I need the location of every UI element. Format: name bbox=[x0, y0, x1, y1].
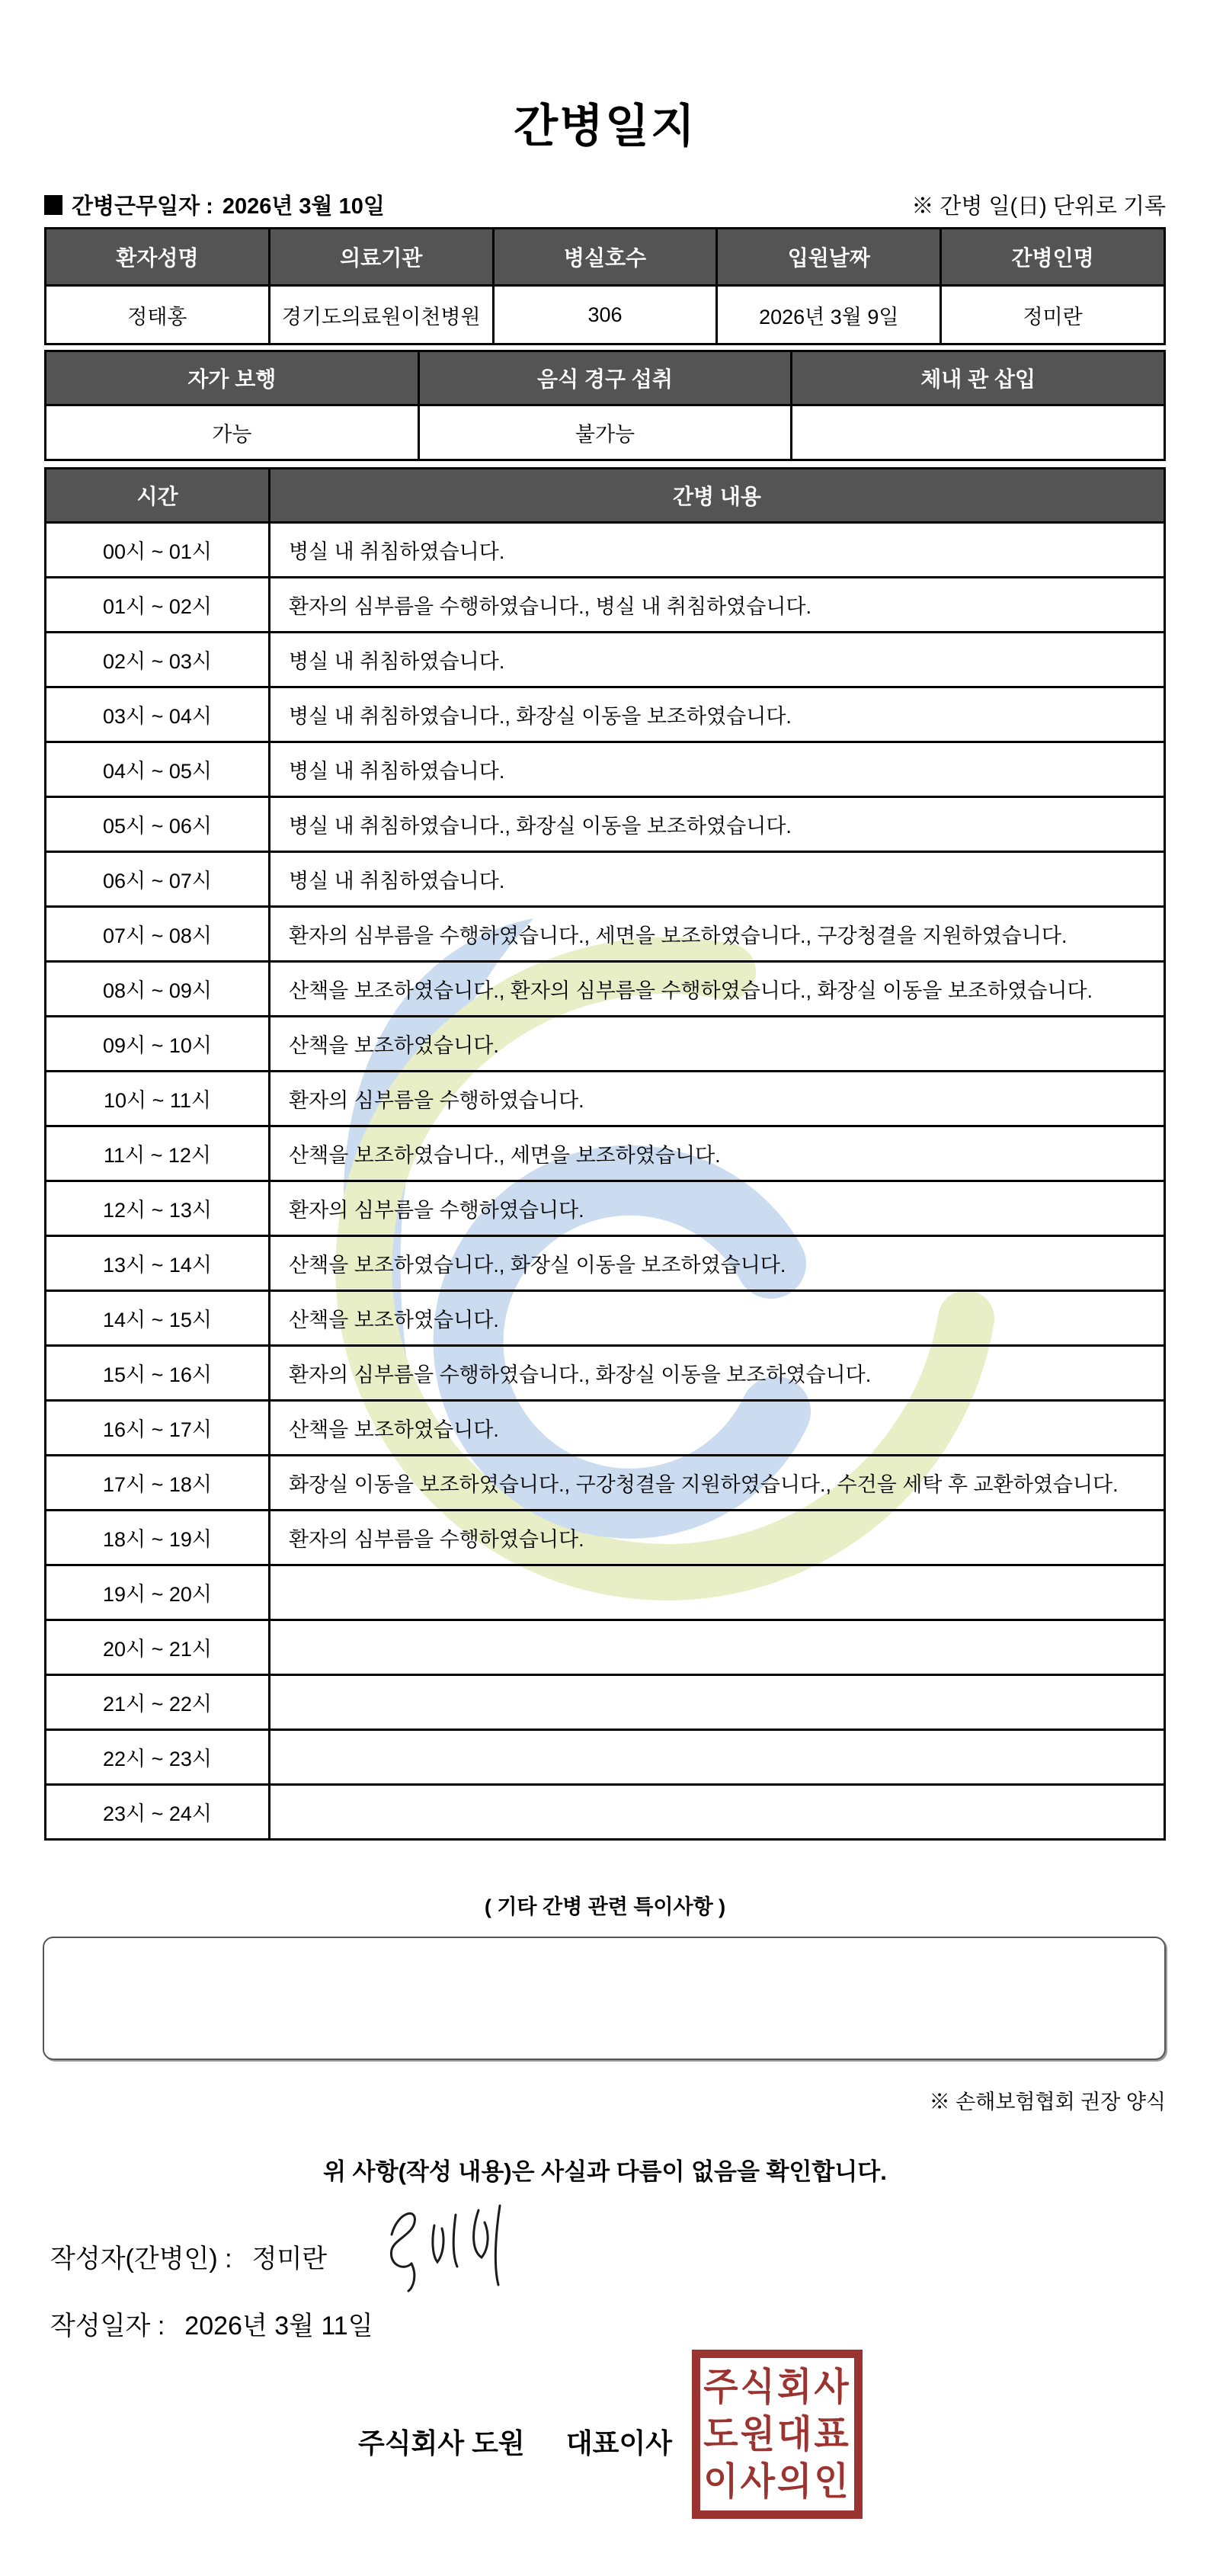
table-row bbox=[46, 1291, 1165, 1346]
patient-info-header-row bbox=[46, 229, 1165, 286]
col-header-oral-intake: 음식 경구 섭취 bbox=[418, 351, 792, 405]
writer-label: 작성자(간병인) : bbox=[50, 2244, 232, 2273]
meta-row bbox=[44, 189, 1166, 220]
medical-institution-value: 경기도의료원이천병원 bbox=[269, 286, 493, 344]
work-date-line bbox=[44, 189, 385, 220]
care-content-cell: 환자의 심부름을 수행하였습니다. bbox=[270, 1181, 1165, 1236]
company-line bbox=[358, 2422, 672, 2461]
table-row bbox=[46, 1675, 1165, 1730]
care-content-cell: 산책을 보조하였습니다. bbox=[270, 1291, 1165, 1346]
caregiver-name-value: 정미란 bbox=[941, 286, 1165, 344]
caregiver-signature bbox=[381, 2203, 522, 2298]
time-cell: 17시 ~ 18시 bbox=[46, 1456, 270, 1511]
care-content-cell: 산책을 보조하였습니다. bbox=[270, 1017, 1165, 1072]
table-row bbox=[46, 523, 1165, 578]
table-row bbox=[46, 1511, 1165, 1565]
time-cell: 06시 ~ 07시 bbox=[46, 852, 270, 907]
time-cell: 21시 ~ 22시 bbox=[46, 1675, 270, 1730]
table-row bbox=[46, 578, 1165, 633]
written-date-label: 작성일자 : bbox=[50, 2312, 165, 2341]
extra-notes-title: ( 기타 간병 관련 특이사항 ) bbox=[484, 1895, 726, 1918]
unit-note: ※ 간병 일(日) 단위로 기록 bbox=[911, 194, 1166, 219]
col-header-patient-name: 환자성명 bbox=[46, 229, 270, 286]
care-content-cell: 병실 내 취침하였습니다., 화장실 이동을 보조하였습니다. bbox=[270, 687, 1165, 742]
stamp-line: 이사의인 bbox=[703, 2459, 851, 2503]
time-cell: 22시 ~ 23시 bbox=[46, 1730, 270, 1785]
col-header-admission-date: 입원날짜 bbox=[717, 229, 941, 286]
care-content-cell: 환자의 심부름을 수행하였습니다., 세면을 보조하였습니다., 구강청결을 지원하였습니다. bbox=[270, 907, 1165, 962]
time-cell: 20시 ~ 21시 bbox=[46, 1620, 270, 1675]
care-content-cell bbox=[270, 1730, 1165, 1785]
oral-intake-value: 불가능 bbox=[418, 405, 792, 460]
time-cell: 02시 ~ 03시 bbox=[46, 633, 270, 687]
col-header-room-number: 병실호수 bbox=[493, 229, 717, 286]
writer-line bbox=[50, 2238, 327, 2275]
corporate-seal-stamp bbox=[692, 2350, 863, 2519]
care-content-cell: 산책을 보조하였습니다., 환자의 심부름을 수행하였습니다., 화장실 이동을 보조하였습니다. bbox=[270, 962, 1165, 1017]
table-row bbox=[46, 1017, 1165, 1072]
time-cell: 03시 ~ 04시 bbox=[46, 687, 270, 742]
status-header-row bbox=[46, 351, 1165, 405]
table-row bbox=[46, 852, 1165, 907]
care-content-cell: 병실 내 취침하였습니다. bbox=[270, 633, 1165, 687]
table-row bbox=[46, 1620, 1165, 1675]
table-row bbox=[46, 1346, 1165, 1401]
care-content-cell: 병실 내 취침하였습니다. bbox=[270, 852, 1165, 907]
time-cell: 00시 ~ 01시 bbox=[46, 523, 270, 578]
time-cell: 18시 ~ 19시 bbox=[46, 1511, 270, 1565]
table-row bbox=[46, 633, 1165, 687]
care-content-cell: 환자의 심부름을 수행하였습니다., 병실 내 취침하였습니다. bbox=[270, 578, 1165, 633]
extra-notes-box bbox=[43, 1937, 1166, 2060]
col-header-medical-institution: 의료기관 bbox=[269, 229, 493, 286]
table-row bbox=[46, 1785, 1165, 1840]
admission-date-value: 2026년 3월 9일 bbox=[717, 286, 941, 344]
hourly-care-table bbox=[44, 467, 1166, 1841]
care-content-cell: 산책을 보조하였습니다. bbox=[270, 1401, 1165, 1456]
time-cell: 08시 ~ 09시 bbox=[46, 962, 270, 1017]
table-row bbox=[46, 1236, 1165, 1291]
table-row bbox=[46, 1730, 1165, 1785]
col-header-time: 시간 bbox=[46, 469, 270, 523]
col-header-caregiver-name: 간병인명 bbox=[941, 229, 1165, 286]
care-content-cell: 환자의 심부름을 수행하였습니다. bbox=[270, 1072, 1165, 1126]
writer-name: 정미란 bbox=[251, 2244, 328, 2273]
status-value-row bbox=[46, 405, 1165, 460]
care-content-cell: 산책을 보조하였습니다., 화장실 이동을 보조하였습니다. bbox=[270, 1236, 1165, 1291]
care-content-cell: 산책을 보조하였습니다., 세면을 보조하였습니다. bbox=[270, 1126, 1165, 1181]
page-title: 간병일지 bbox=[514, 101, 696, 152]
time-cell: 10시 ~ 11시 bbox=[46, 1072, 270, 1126]
time-cell: 14시 ~ 15시 bbox=[46, 1291, 270, 1346]
care-content-cell: 환자의 심부름을 수행하였습니다., 화장실 이동을 보조하였습니다. bbox=[270, 1346, 1165, 1401]
written-date-line bbox=[50, 2305, 373, 2342]
table-row bbox=[46, 1565, 1165, 1620]
confirmation-statement: 위 사항(작성 내용)은 사실과 다름이 없음을 확인합니다. bbox=[323, 2158, 887, 2185]
table-row bbox=[46, 742, 1165, 797]
time-cell: 13시 ~ 14시 bbox=[46, 1236, 270, 1291]
stamp-line: 주식회사 bbox=[703, 2365, 851, 2408]
table-row bbox=[46, 1072, 1165, 1126]
room-number-value: 306 bbox=[493, 286, 717, 344]
care-content-cell: 화장실 이동을 보조하였습니다., 구강청결을 지원하였습니다., 수건을 세탁 후 교환하였습니다. bbox=[270, 1456, 1165, 1511]
patient-status-table bbox=[44, 350, 1166, 461]
col-header-self-walking: 자가 보행 bbox=[46, 351, 419, 405]
written-date-value: 2026년 3월 11일 bbox=[184, 2312, 373, 2341]
care-content-cell: 병실 내 취침하였습니다., 화장실 이동을 보조하였습니다. bbox=[270, 797, 1165, 852]
time-cell: 07시 ~ 08시 bbox=[46, 907, 270, 962]
care-content-cell bbox=[270, 1785, 1165, 1840]
work-date-value: 2026년 3월 10일 bbox=[222, 194, 385, 219]
table-row bbox=[46, 962, 1165, 1017]
table-row bbox=[46, 687, 1165, 742]
company-role: 대표이사 bbox=[565, 2427, 672, 2459]
care-content-cell: 병실 내 취침하였습니다. bbox=[270, 523, 1165, 578]
square-bullet-icon bbox=[44, 195, 62, 215]
company-name: 주식회사 도원 bbox=[358, 2427, 525, 2459]
care-content-cell bbox=[270, 1620, 1165, 1675]
time-cell: 12시 ~ 13시 bbox=[46, 1181, 270, 1236]
col-header-tube-insertion: 체내 관 삽입 bbox=[792, 351, 1165, 405]
time-cell: 19시 ~ 20시 bbox=[46, 1565, 270, 1620]
table-row bbox=[46, 907, 1165, 962]
self-walking-value: 가능 bbox=[46, 405, 419, 460]
patient-info-value-row bbox=[46, 286, 1165, 344]
time-cell: 04시 ~ 05시 bbox=[46, 742, 270, 797]
table-row bbox=[46, 1401, 1165, 1456]
care-content-cell: 병실 내 취침하였습니다. bbox=[270, 742, 1165, 797]
patient-name-value: 정태홍 bbox=[46, 286, 270, 344]
stamp-line: 도원대표 bbox=[703, 2412, 851, 2456]
patient-info-table bbox=[44, 227, 1166, 345]
care-table-header-row bbox=[46, 469, 1165, 523]
time-cell: 23시 ~ 24시 bbox=[46, 1785, 270, 1840]
care-content-cell: 환자의 심부름을 수행하였습니다. bbox=[270, 1511, 1165, 1565]
table-row bbox=[46, 797, 1165, 852]
time-cell: 11시 ~ 12시 bbox=[46, 1126, 270, 1181]
time-cell: 16시 ~ 17시 bbox=[46, 1401, 270, 1456]
time-cell: 05시 ~ 06시 bbox=[46, 797, 270, 852]
table-row bbox=[46, 1181, 1165, 1236]
care-content-cell bbox=[270, 1565, 1165, 1620]
col-header-care-content: 간병 내용 bbox=[270, 469, 1165, 523]
care-content-cell bbox=[270, 1675, 1165, 1730]
table-row bbox=[46, 1126, 1165, 1181]
work-date-label: 간병근무일자 : bbox=[72, 194, 213, 219]
form-standard-note: ※ 손해보험협회 권장 양식 bbox=[929, 2091, 1166, 2113]
time-cell: 09시 ~ 10시 bbox=[46, 1017, 270, 1072]
time-cell: 15시 ~ 16시 bbox=[46, 1346, 270, 1401]
time-cell: 01시 ~ 02시 bbox=[46, 578, 270, 633]
tube-insertion-value bbox=[792, 405, 1165, 460]
table-row bbox=[46, 1456, 1165, 1511]
